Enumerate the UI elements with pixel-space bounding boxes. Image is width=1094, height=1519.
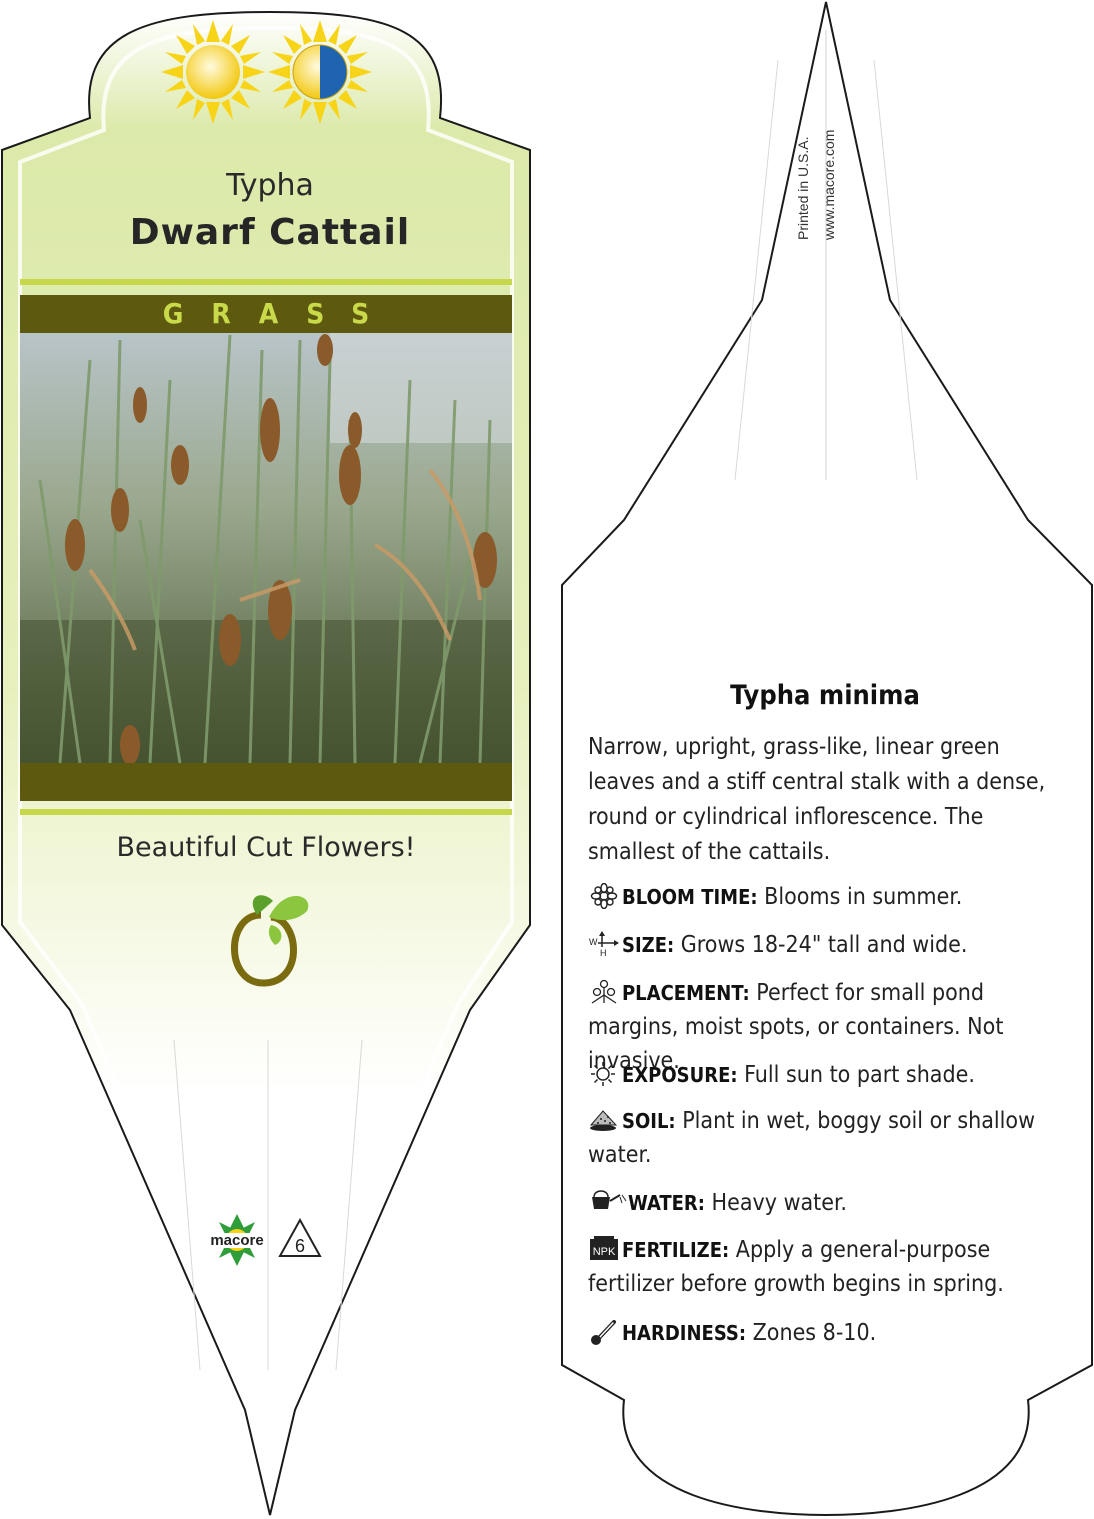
common-name: Dwarf Cattail bbox=[129, 212, 411, 253]
svg-text:H: H bbox=[600, 948, 607, 957]
bloom-time-text: Blooms in summer. bbox=[764, 884, 963, 910]
hardiness-label: HARDINESS: bbox=[622, 1321, 747, 1345]
size-label: SIZE: bbox=[622, 933, 675, 957]
fertilizer-icon bbox=[588, 1236, 622, 1262]
description: Narrow, upright, grass-like, linear green leaves and a stiff central stalk with a dense, round or cylindrical inflorescence. The smallest of the cattails. bbox=[588, 734, 1046, 865]
hardiness-text: Zones 8-10. bbox=[752, 1320, 877, 1346]
soil-label: SOIL: bbox=[622, 1109, 676, 1133]
printed-in: Printed in U.S.A. bbox=[795, 136, 811, 240]
category-label: GRASS bbox=[162, 297, 398, 330]
bloom-time-label: BLOOM TIME: bbox=[622, 885, 758, 909]
attr-fertilize bbox=[588, 1233, 1068, 1301]
svg-text:W: W bbox=[589, 937, 598, 947]
printed-info bbox=[790, 60, 854, 240]
scientific-name: Typha minima bbox=[730, 680, 920, 711]
attr-exposure bbox=[588, 1058, 1068, 1092]
tagline: Beautiful Cut Flowers! bbox=[116, 832, 416, 863]
water-text: Heavy water. bbox=[711, 1190, 847, 1216]
attr-hardiness bbox=[588, 1316, 1068, 1350]
genus-name: Typha bbox=[226, 168, 314, 203]
placement-label: PLACEMENT: bbox=[622, 981, 750, 1005]
fertilize-label: FERTILIZE: bbox=[622, 1238, 730, 1262]
thermometer-icon bbox=[588, 1319, 622, 1345]
exposure-text: Full sun to part shade. bbox=[744, 1062, 975, 1088]
size-icon bbox=[588, 931, 622, 957]
svg-text:6: 6 bbox=[294, 1236, 306, 1256]
attr-size bbox=[588, 928, 1068, 962]
soil-text: Plant in wet, boggy soil or shallow water. bbox=[588, 1108, 1036, 1168]
watering-can-icon bbox=[588, 1189, 628, 1215]
water-label: WATER: bbox=[628, 1191, 705, 1215]
website: www.macore.com bbox=[821, 129, 837, 240]
size-text: Grows 18-24" tall and wide. bbox=[680, 932, 968, 958]
attr-bloom-time bbox=[588, 880, 1068, 914]
placement-text: Perfect for small pond margins, moist spots, or containers. Not invasive. bbox=[588, 980, 1004, 1074]
soil-icon bbox=[588, 1107, 622, 1133]
fertilize-text: Apply a general-purpose fertilizer before growth begins in spring. bbox=[588, 1237, 1004, 1297]
exposure-label: EXPOSURE: bbox=[622, 1063, 738, 1087]
attr-soil bbox=[588, 1104, 1068, 1172]
flower-icon bbox=[588, 883, 622, 909]
svg-text:macore: macore bbox=[210, 1232, 264, 1249]
placement-icon bbox=[588, 979, 622, 1005]
plant-photo bbox=[20, 333, 512, 765]
attr-water bbox=[588, 1186, 1068, 1220]
svg-text:NPK: NPK bbox=[592, 1246, 616, 1258]
part-shade-icon bbox=[268, 20, 372, 124]
full-sun-icon bbox=[161, 20, 265, 124]
sun-outline-icon bbox=[588, 1061, 622, 1087]
